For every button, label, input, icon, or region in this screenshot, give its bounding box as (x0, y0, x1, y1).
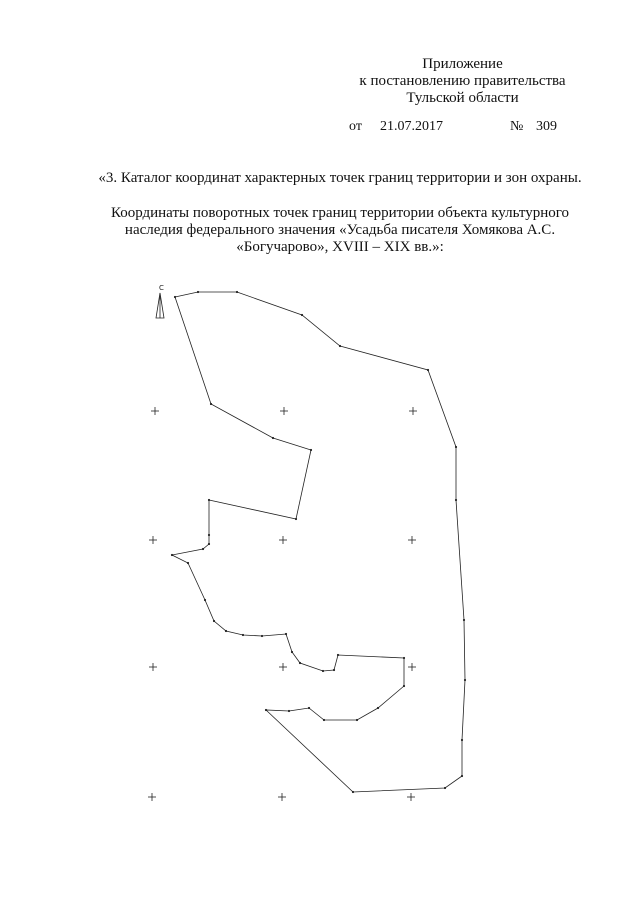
boundary-point (285, 633, 287, 635)
boundary-point (308, 707, 310, 709)
boundary-point (463, 619, 465, 621)
boundary-point (461, 775, 463, 777)
subtitle-line: «Богучарово», XVIII – XIX вв.»: (236, 239, 444, 255)
grid-cross-icon (279, 536, 287, 544)
boundary-point (202, 548, 204, 550)
boundary-point (213, 620, 215, 622)
boundary-point (323, 719, 325, 721)
boundary-point (208, 543, 210, 545)
decree-from-label: от (349, 119, 362, 134)
boundary-point (208, 499, 210, 501)
boundary-point (210, 403, 212, 405)
decree-number-sign: № (510, 119, 524, 134)
grid-cross-icon (151, 407, 159, 415)
boundary-point (265, 709, 267, 711)
boundary-point (225, 630, 227, 632)
territory-boundary-line (172, 292, 465, 792)
decree-number: 309 (536, 119, 557, 134)
appendix-line: к постановлению правительства (359, 73, 566, 89)
boundary-point (339, 345, 341, 347)
boundary-point (288, 710, 290, 712)
north-arrow-icon (156, 284, 164, 318)
boundary-point (272, 437, 274, 439)
grid-cross-icon (148, 793, 156, 801)
grid-cross-icon (279, 663, 287, 671)
boundary-point (461, 739, 463, 741)
boundary-point (310, 449, 312, 451)
decree-date: 21.07.2017 (380, 119, 443, 134)
boundary-point (403, 657, 405, 659)
grid-cross-icon (407, 793, 415, 801)
appendix-line: Приложение (422, 56, 503, 72)
section-title: «3. Каталог координат характерных точек границ территории и зон охраны. (98, 170, 582, 186)
boundary-point (403, 685, 405, 687)
boundary-point (171, 554, 173, 556)
subtitle-line: Координаты поворотных точек границ территории объекта культурного (110, 205, 570, 221)
boundary-point (197, 291, 199, 293)
grid-cross-icon (408, 663, 416, 671)
boundary-point (291, 651, 293, 653)
grid-cross-icon (280, 407, 288, 415)
boundary-point (322, 670, 324, 672)
grid-cross-icon (149, 663, 157, 671)
north-label: С (159, 284, 164, 292)
boundary-point (208, 534, 210, 536)
boundary-point (464, 679, 466, 681)
boundary-point (174, 296, 176, 298)
boundary-point (236, 291, 238, 293)
boundary-point (204, 599, 206, 601)
grid-cross-icon (409, 407, 417, 415)
boundary-lines (171, 291, 466, 793)
boundary-point (301, 314, 303, 316)
grid-cross-icon (149, 536, 157, 544)
boundary-point (242, 634, 244, 636)
grid-crosses (148, 407, 417, 801)
boundary-point (352, 791, 354, 793)
boundary-point (337, 654, 339, 656)
subtitle-line: наследия федерального значения «Усадьба писателя Хомякова А.С. (124, 222, 556, 238)
grid-cross-icon (408, 536, 416, 544)
boundary-point (455, 446, 457, 448)
boundary-point (444, 787, 446, 789)
boundary-point (261, 635, 263, 637)
boundary-point (455, 499, 457, 501)
boundary-point (299, 662, 301, 664)
boundary-point (187, 562, 189, 564)
grid-cross-icon (278, 793, 286, 801)
boundary-point (377, 707, 379, 709)
boundary-point (295, 518, 297, 520)
appendix-line: Тульской области (406, 90, 519, 106)
boundary-point (427, 369, 429, 371)
boundary-point (333, 669, 335, 671)
boundary-point (356, 719, 358, 721)
